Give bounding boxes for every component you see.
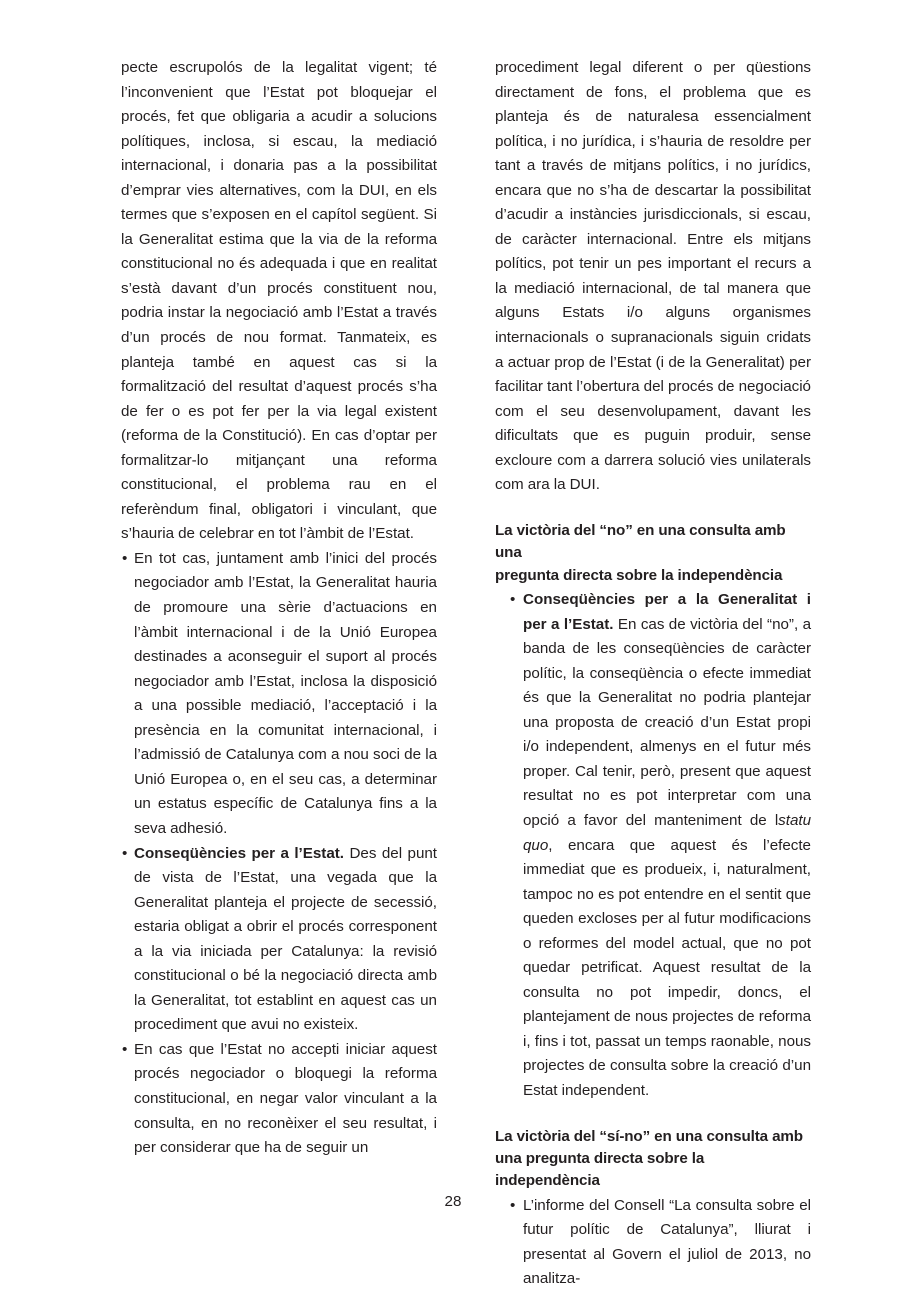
section-heading-no-line2: pregunta directa sobre la independència (495, 566, 783, 584)
bullet-dot-icon: • (122, 844, 128, 862)
bullet-dot-icon: • (122, 549, 128, 567)
section-heading-no-line1: La victòria del “no” en una consulta amb una (495, 521, 786, 562)
list-item-text: En tot cas, juntament amb l’inici del procés negociador amb l’Estat, la Generalitat hauria de promoure una sèrie d’actuacions en l’àmbit internacional i de la Unió Europea destinades a aconseguir el suport al procés negociador amb l’Estat, inclosa la disposició a una possible mediació, l’acceptació i la presència en la comunitat internacional, i l’admissió de Catalunya com a nou soci de la Unió Europea o, en el seu cas, a determinar un estatus específic de Catalunya fins a la seva adhesió. (134, 549, 437, 837)
list-item-lead: Conseqüències per a la Generalitat i per a l’Estat. (523, 591, 811, 633)
list-item (495, 588, 811, 1103)
right-text-column (495, 56, 811, 1292)
list-item-text-part2: , encara que aquest és l’efecte immediat que es produeix, i, naturalment, tampoc no es pot entendre en el sentit que queden excloses per al futur modificacions o reformes del model actual, que no pot quedar petrificat. Aquest resultat de la consulta no pot impedir, doncs, el plantejament de nous projectes de reforma i, fins i tot, passat un temps raonable, nous projectes de consulta sobre la creació d’un Estat independent. (523, 836, 811, 1099)
section-heading-sino-line2: una pregunta directa sobre la independència (495, 1149, 705, 1190)
list-item (121, 842, 437, 1038)
section-heading-sino-line1: La victòria del “sí-no” en una consulta amb (495, 1127, 803, 1145)
list-item-text: Des del punt de vista de l’Estat, una vegada que la Generalitat planteja el projecte de secessió, estaria obligat a obrir el procés corresponent a la via iniciada per Catalunya: la revisió constitucional o bé la negociació directa amb la Generalitat, tot establint en aquest cas un procediment que avui no existeix. (134, 844, 437, 1034)
list-item-italic-term: statu quo (523, 811, 811, 854)
list-item (121, 1038, 437, 1161)
left-text-column (121, 56, 437, 1161)
page-number: 28 (444, 1193, 462, 1210)
list-item-text: L’informe del Consell “La consulta sobre el futur polític de Catalunya”, lliurat i presentat al Govern el juliol de 2013, no analitza- (523, 1196, 811, 1288)
bullet-dot-icon: • (122, 1040, 128, 1058)
left-continued-paragraph: pecte escrupolós de la legalitat vigent; té l’inconvenient que l’Estat pot bloquejar el procés, fet que obligaria a acudir a solucions polítiques, inclosa, si escau, la mediació internacional, i donaria pas a la possibilitat d’emprar vies alternatives, com la DUI, en els termes que s’exposen en el capítol següent. Si la Generalitat estima que la via de la reforma constitucional no és adequada i que en realitat s’està davant d’un procés constituent nou, podria instar la negociació amb l’Estat a través d’un procés de nou format. Tanmateix, es planteja també en aquest cas si la formalització del resultat d’aquest procés s’ha de fer o es pot fer per la via legal existent (reforma de la Constitució). En cas d’optar per formalitzar-lo mitjançant una reforma constitucional, el problema rau en el referèndum final, obligatori i vinculant, que s’hauria de celebrar en tot l’àmbit de l’Estat. (121, 59, 437, 543)
list-item (121, 547, 437, 842)
list-item-text: En cas que l’Estat no accepti iniciar aquest procés negociador o bloquegi la reforma constitucional, en negar valor vinculant a la consulta, en no reconèixer el seu resultat, i per considerar que ha de seguir un (134, 1040, 437, 1157)
right-continued-paragraph: procediment legal diferent o per qüestions directament de fons, el problema que es planteja és de naturalesa essencialment política, i no jurídica, i s’hauria de resoldre per tant a través de mitjans polítics, i no jurídics, encara que no s’ha de descartar la possibilitat d’acudir a instàncies jurisdiccionals, si escau, de caràcter internacional. Entre els mitjans polítics, pot tenir un pes important el recurs a la mediació internacional, de tal manera que alguns Estats i/o alguns organismes internacionals o supranacionals siguin cridats a actuar prop de l’Estat (i de la Generalitat) per facilitar tant l’obertura del procés de negociació com el seu desenvolupament, davant les dificultats que es puguin produir, sense excloure com a darrera solució vies unilaterals com ara la DUI. (495, 59, 811, 494)
list-item-text-part1: En cas de victòria del “no”, a banda de les conseqüències de caràcter polític, la conseqüència o efecte immediat és que la Generalitat no podria plantejar una proposta de creació d’un Estat propi i/o independent, almenys en el futur més proper. Cal tenir, però, present que aquest resultat no es pot interpretar com una opció a favor del manteniment de l (523, 615, 812, 829)
bullet-dot-icon: • (510, 1196, 516, 1214)
bullet-dot-icon: • (510, 591, 516, 609)
list-item-lead: Conseqüències per a l’Estat. (134, 844, 344, 862)
